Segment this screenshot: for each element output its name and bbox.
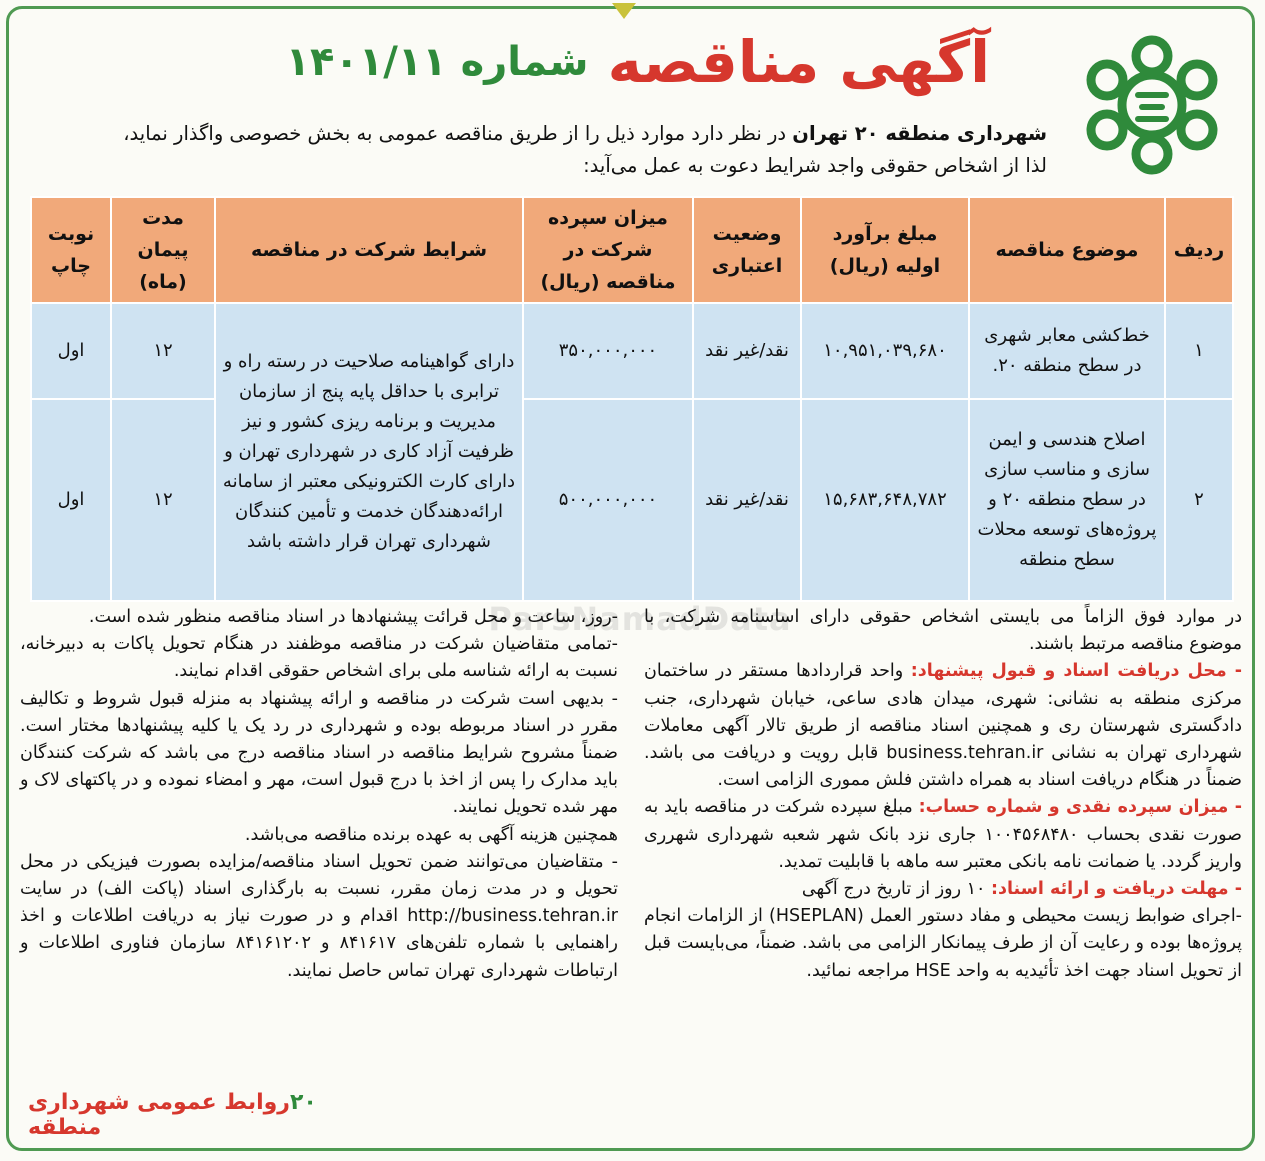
cell-deposit: ۵۰۰,۰۰۰,۰۰۰ bbox=[523, 399, 693, 601]
tender-table bbox=[30, 196, 1234, 602]
header-row-number: ردیف bbox=[1165, 197, 1233, 303]
paragraph: - بدیهی است شرکت در مناقصه و ارائه پیشنهاد به منزله قبول شروط و تکالیف مقرر در اسناد مربوطه بوده و شهرداری در رد یک یا کلیه پیشنهادها مختار است. ضمناً مشروح شرایط مناقصه در اسناد مناقصه درج می باشد که شرکت کنندگان باید مدارک را پس از اخذ با درج قبول است، مهر و امضاء نموده و در پاکتهای لاک و مهر شده تحویل نمایند. bbox=[20, 688, 618, 818]
deposit-label: - میزان سپرده نقدی و شماره حساب: bbox=[918, 797, 1243, 818]
cell-duration: ۱۲ bbox=[111, 399, 215, 601]
header-estimate: مبلغ برآورد اولیه (ریال) bbox=[801, 197, 969, 303]
organization-name: شهرداری منطقه ۲۰ تهران bbox=[792, 122, 1047, 145]
cell-estimate: ۱۰,۹۵۱,۰۳۹,۶۸۰ bbox=[801, 303, 969, 399]
intro-line-1: در نظر دارد موارد ذیل را از طریق مناقصه عمومی به بخش خصوصی واگذار نماید، bbox=[123, 122, 793, 145]
paragraph: -روز، ساعت و محل قرائت پیشنهادها در اسناد مناقصه منظور شده است. bbox=[88, 607, 618, 627]
cell-row-number: ۲ bbox=[1165, 399, 1233, 601]
deadline-text: ۱۰ روز از تاریخ درج آگهی bbox=[801, 879, 991, 900]
tehran-municipality-logo-icon bbox=[1077, 34, 1227, 176]
upload-site-link[interactable]: http://business.tehran.ir bbox=[407, 906, 618, 927]
intro-line-2: لذا از اشخاص حقوقی واجد شرایط دعوت به عمل می‌آید: bbox=[583, 154, 1047, 177]
right-column bbox=[644, 604, 1242, 985]
header-subject: موضوع مناقصه bbox=[969, 197, 1165, 303]
docs-location-text: واحد قراردادها مستقر در ساختمان مرکزی منطقه به نشانی: شهری، میدان هادی ساعی، خیابان شهرداری، جنب دادگستری شهرستان ری و همچنین اسناد مناقصه از طریق تالار آگهی معاملات شهرداری تهران به نشانی bbox=[644, 661, 1242, 764]
upload-text-tail: اقدام و در صورت نیاز به دریافت اطلاعات و اخذ راهنمایی با شماره تلفن‌های ۸۴۱۶۱۷ و ۸۴۱۶۱۲۰۲ سازمان فناوری اطلاعات و ارتباطات شهرداری تهران تماس حاصل نمایند. bbox=[20, 906, 619, 981]
cell-duration: ۱۲ bbox=[111, 303, 215, 399]
notice-title bbox=[285, 28, 990, 108]
header-conditions: شرایط شرکت در مناقصه bbox=[215, 197, 523, 303]
watermark: ParsNamadData bbox=[488, 600, 792, 638]
upload-text: - متقاضیان می‌توانند ضمن تحویل اسناد مناقصه/مزایده بصورت فیزیکی در محل تحویل و در مدت زمان مقرر، نسبت به بارگذاری اسناد (پاکت الف) در سایت bbox=[20, 851, 618, 900]
cell-credit-status: نقد/غیر نقد bbox=[693, 399, 801, 601]
table-row bbox=[31, 399, 1233, 601]
left-column bbox=[20, 604, 618, 985]
cell-print-round: اول bbox=[31, 399, 111, 601]
public-relations-signature bbox=[28, 1090, 348, 1140]
cell-print-round: اول bbox=[31, 303, 111, 399]
signature-num: ۲۰ bbox=[289, 1090, 317, 1115]
cell-estimate: ۱۵,۶۸۳,۶۴۸,۷۸۲ bbox=[801, 399, 969, 601]
header-deposit: میزان سپرده شرکت در مناقصه (ریال) bbox=[523, 197, 693, 303]
header-print-round: نوبت چاپ bbox=[31, 197, 111, 303]
paragraph: -تمامی متقاضیان شرکت در مناقصه موظفند در هنگام تحویل پاکات به دبیرخانه، نسبت به ارائه شناسه ملی برای اشخاص حقوقی اقدام نمایند. bbox=[20, 634, 618, 682]
intro-paragraph bbox=[27, 118, 1047, 182]
header-duration: مدت پیمان (ماه) bbox=[111, 197, 215, 303]
title-number: شماره ۱۴۰۱/۱۱ bbox=[285, 39, 589, 85]
border-notch-icon bbox=[612, 3, 636, 19]
docs-location-label: - محل دریافت اسناد و قبول پیشنهاد: bbox=[910, 661, 1242, 682]
title-text: آگهی مناقصه bbox=[607, 28, 990, 96]
cell-deposit: ۳۵۰,۰۰۰,۰۰۰ bbox=[523, 303, 693, 399]
paragraph: همچنین هزینه آگهی به عهده برنده مناقصه می‌باشد. bbox=[244, 824, 618, 845]
business-site-link[interactable]: business.tehran.ir bbox=[886, 743, 1044, 764]
signature-text: روابط عمومی شهرداری منطقه bbox=[28, 1090, 290, 1140]
paragraph bbox=[644, 658, 1242, 794]
deadline-label: - مهلت دریافت و ارائه اسناد: bbox=[991, 879, 1242, 900]
cell-row-number: ۱ bbox=[1165, 303, 1233, 399]
paragraph bbox=[644, 876, 1242, 903]
header-credit-status: وضعیت اعتباری bbox=[693, 197, 801, 303]
paragraph bbox=[20, 849, 618, 985]
cell-credit-status: نقد/غیر نقد bbox=[693, 303, 801, 399]
cell-subject: خط‌کشی معابر شهری در سطح منطقه ۲۰. bbox=[969, 303, 1165, 399]
cell-subject: اصلاح هندسی و ایمن سازی و مناسب سازی در سطح منطقه ۲۰ و پروژه‌های توسعه محلات سطح منطقه bbox=[969, 399, 1165, 601]
deposit-text: مبلغ سپرده شرکت در مناقصه باید به صورت نقدی بحساب ۱۰۰۴۵۶۸۴۸۰ جاری نزد بانک شهر شعبه شهرداری شهرری واریز گردد. یا ضمانت نامه بانکی معتبر سه ماهه با قابلیت تمدید. bbox=[644, 797, 1242, 872]
cell-conditions: دارای گواهینامه صلاحیت در رسته راه و ترابری با حداقل پایه پنج از سازمان مدیریت و برنامه ریزی کشور و نیز ظرفیت آزاد کاری در شهرداری تهران و دارای کارت الکترونیکی معتبر از سامانه ارائه‌دهندگان خدمت و تأمین کنندگان شهرداری تهران قرار داشته باشد bbox=[215, 303, 523, 601]
paragraph: -اجرای ضوابط زیست محیطی و مفاد دستور العمل (HSEPLAN) از الزامات انجام پروژه‌ها بوده و رعایت آن از طرف پیمانکار الزامی می باشد. ضمناً، می‌بایست قبل از تحویل اسناد جهت اخذ تأئیدیه به واحد HSE مراجعه نمائید. bbox=[644, 906, 1242, 981]
conditions-text bbox=[20, 604, 1242, 1124]
paragraph bbox=[644, 794, 1242, 876]
paragraph: در موارد فوق الزاماً می بایستی اشخاص حقوقی دارای اساسنامه شرکت، با موضوع مناقصه مرتبط باشند. bbox=[644, 607, 1242, 655]
table-row bbox=[31, 303, 1233, 399]
docs-location-tail: قابل رویت و دریافت می باشد. ضمناً در هنگام دریافت اسناد به همراه داشتن فلش مموری الزامی است. bbox=[644, 743, 1242, 791]
